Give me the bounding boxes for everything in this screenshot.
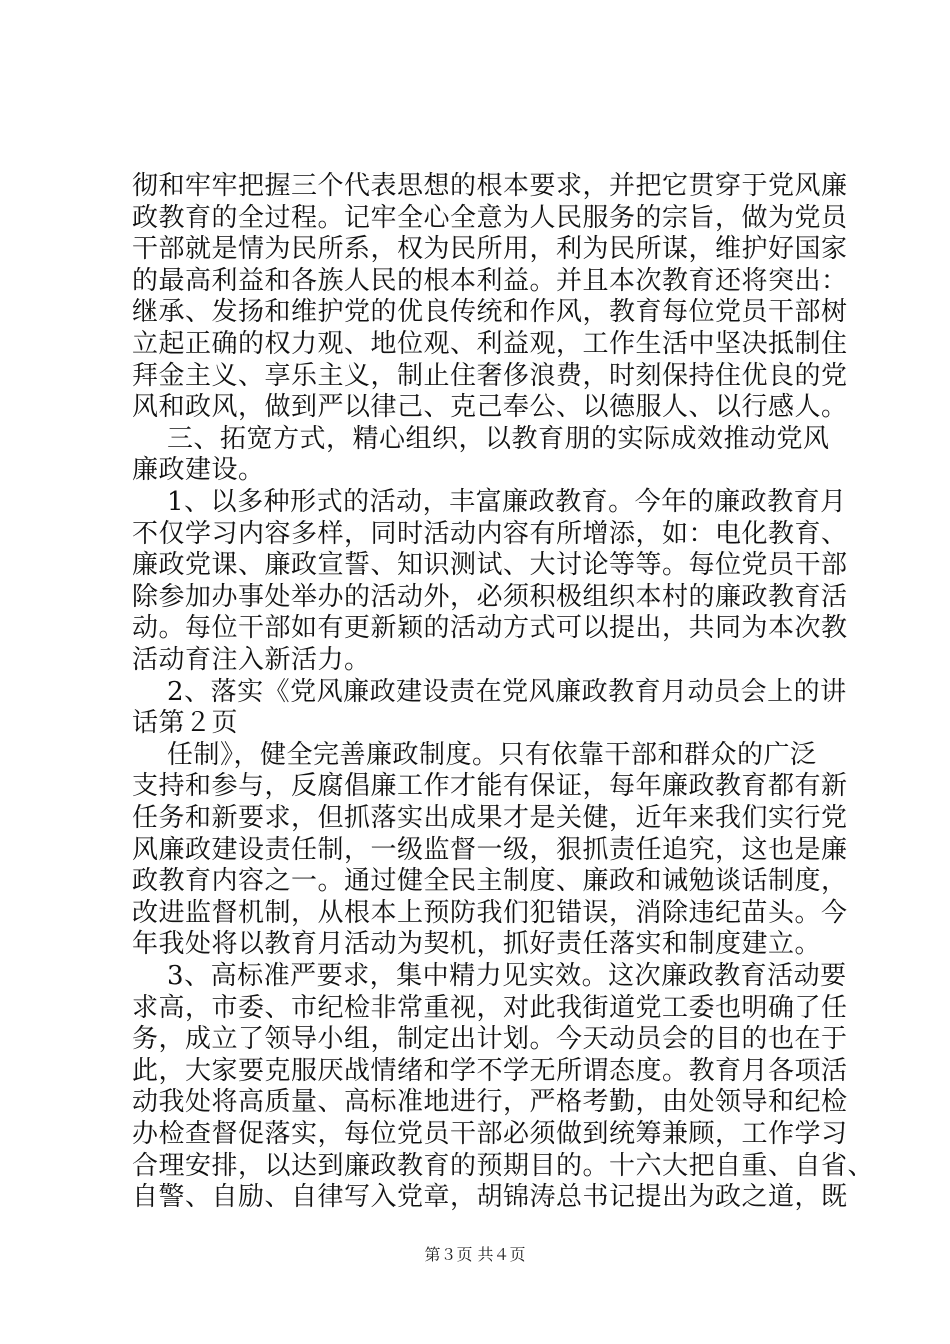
text-line: 动我处将高质量、高标准地进行，严格考勤，由处领导和纪检 [132, 1087, 848, 1117]
text-line: 风廉政建设责任制，一级监督一级，狠抓责任追究，这也是廉 [132, 835, 848, 865]
text-line: 除参加办事处举办的活动外，必须积极组织本村的廉政教育活 [132, 582, 848, 612]
text-line: 话第２页 [132, 708, 239, 738]
text-line: 改进监督机制，从根本上预防我们犯错误，消除违纪苗头。今 [132, 898, 848, 928]
text-line: 务，成立了领导小组，制定出计划。今天动员会的目的也在于 [132, 1024, 848, 1054]
text-line: 求高，市委、市纪检非常重视，对此我街道党工委也明确了任 [132, 993, 848, 1023]
text-line: 不仅学习内容多样，同时活动内容有所增添，如：电化教育、 [132, 519, 848, 549]
text-line: 风和政风，做到严以律己、克己奉公、以德服人、以行感人。 [132, 392, 848, 422]
text-line: 彻和牢牢把握三个代表思想的根本要求，并把它贯穿于党风廉 [132, 171, 848, 201]
text-line: 政教育内容之一。通过健全民主制度、廉政和诫勉谈话制度， [132, 866, 848, 896]
paragraph-first-line: 2、落实《党风廉政建设责在党风廉政教育月动员会上的讲 [132, 677, 847, 707]
text-line: 此，大家要克服厌战情绪和学不学无所谓态度。教育月各项活 [132, 1056, 848, 1086]
text-line: 廉政建设。 [132, 455, 265, 485]
text-line: 活动育注入新活力。 [132, 645, 371, 675]
paragraph-first-line: 3、高标准严要求，集中精力见实效。这次廉政教育活动要 [132, 961, 847, 991]
page-footer: 第３页 共４页 [424, 1245, 526, 1264]
text-line: 任务和新要求，但抓落实出成果才是关健，近年来我们实行党 [132, 803, 848, 833]
text-line: 政教育的全过程。记牢全心全意为人民服务的宗旨，做为党员 [132, 203, 848, 233]
text-line: 干部就是情为民所系，权为民所用，利为民所谋，维护好国家 [132, 234, 848, 264]
text-line: 动。每位干部如有更新颖的活动方式可以提出，共同为本次教 [132, 613, 848, 643]
section-heading-line: 三、拓宽方式，精心组织，以教育朋的实际成效推动党风 [132, 424, 830, 454]
paragraph-first-line: 1、以多种形式的活动，丰富廉政教育。今年的廉政教育月 [132, 487, 847, 517]
text-line: 合理安排，以达到廉政教育的预期目的。十六大把自重、自省、 [132, 1151, 875, 1181]
text-line: 继承、发扬和维护党的优良传统和作风，教育每位党员干部树 [132, 297, 848, 327]
text-line: 拜金主义、享乐主义，制止住奢侈浪费，时刻保持住优良的党 [132, 361, 848, 391]
text-line: 办检查督促落实，每位党员干部必须做到统筹兼顾，工作学习 [132, 1119, 848, 1149]
text-line: 任制》，健全完善廉政制度。只有依靠干部和群众的广泛 [132, 740, 817, 770]
text-line: 的最高利益和各族人民的根本利益。并且本次教育还将突出： [132, 266, 848, 296]
text-line: 廉政党课、廉政宣誓、知识测试、大讨论等等。每位党员干部 [132, 550, 848, 580]
text-line: 年我处将以教育月活动为契机，抓好责任落实和制度建立。 [132, 929, 822, 959]
text-line: 支持和参与，反腐倡廉工作才能有保证，每年廉政教育都有新 [132, 771, 848, 801]
text-line: 自警、自励、自律写入党章，胡锦涛总书记提出为政之道，既 [132, 1182, 848, 1212]
text-line: 立起正确的权力观、地位观、利益观，工作生活中坚决抵制住 [132, 329, 848, 359]
